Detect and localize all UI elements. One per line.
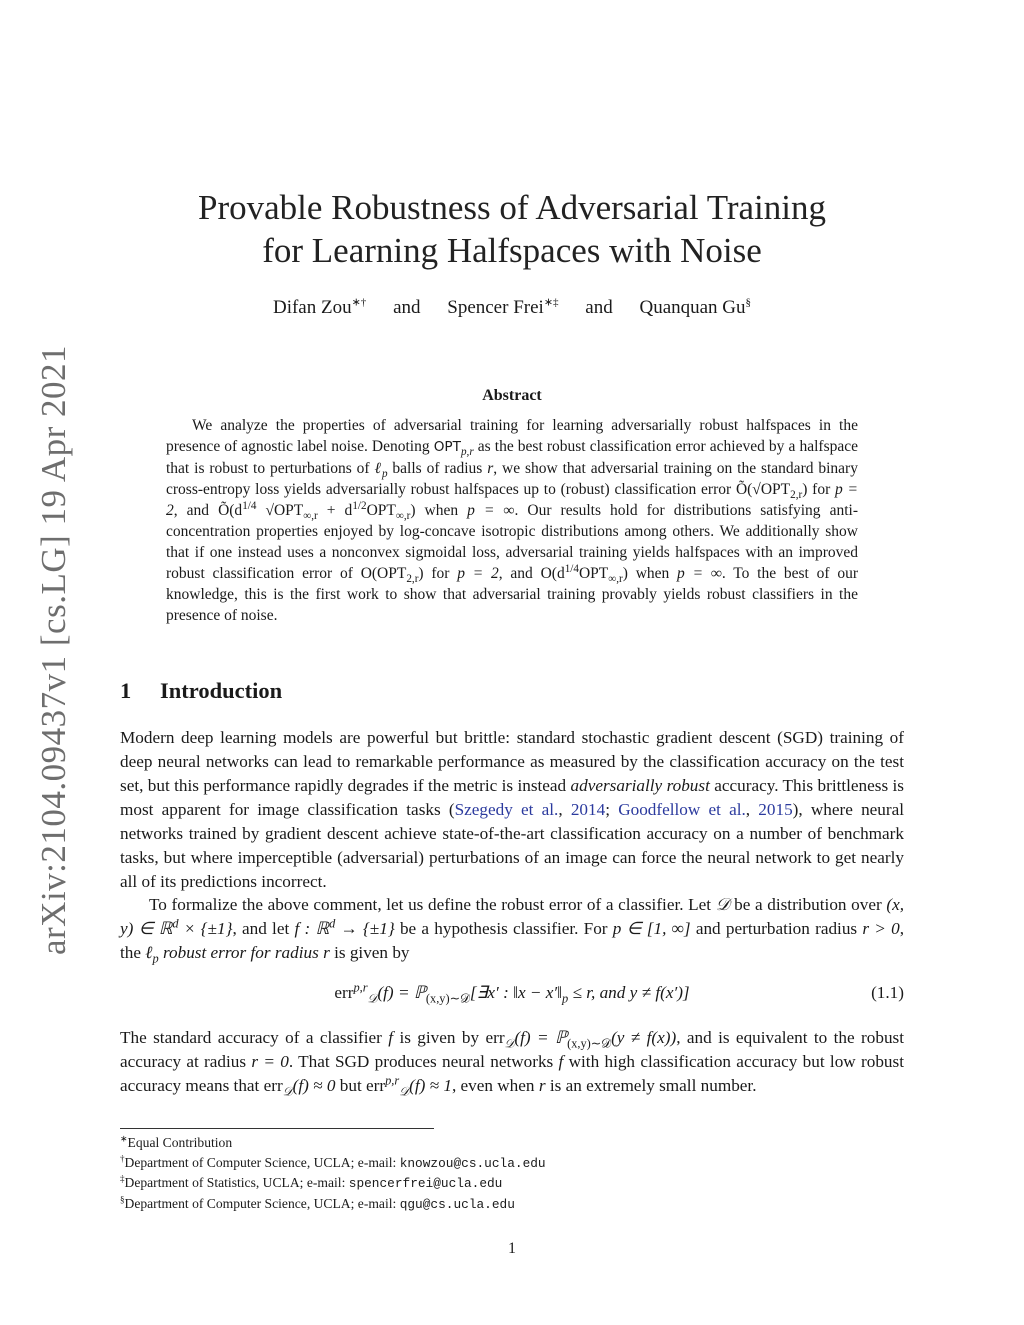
abstract-text: for bbox=[423, 565, 458, 582]
math-err: err bbox=[263, 1076, 283, 1095]
abstract-text: balls of radius bbox=[387, 460, 488, 477]
body-text: , even when bbox=[451, 1076, 539, 1095]
math-bound: OPT bbox=[366, 502, 396, 519]
author-3-marks: § bbox=[745, 296, 752, 309]
body-text: To formalize the above comment, let us define the robust error of a classifier. Let bbox=[149, 895, 716, 914]
math-sub: 𝒟 bbox=[367, 991, 378, 1006]
author-2-marks: ∗‡ bbox=[543, 296, 559, 309]
section-heading-introduction bbox=[120, 678, 282, 704]
footnote-frei bbox=[120, 1173, 904, 1194]
intro-paragraph-3 bbox=[120, 1026, 904, 1098]
abstract-text: . Our results hold for distributions satisfying anti-concentration properties enjoyed by log-concave isotropic distributions among others. We additionally show that if one instead uses a nonconvex sigmoidal loss, adversarial training yields halfspaces with an improved robust classification error of bbox=[166, 502, 858, 582]
math-radius: r > 0 bbox=[862, 919, 900, 938]
math-distribution: 𝒟 bbox=[715, 895, 730, 914]
math-sub: p,r bbox=[460, 446, 474, 459]
math-p-eq: p = 2 bbox=[166, 481, 859, 519]
footnote-text: Department of Computer Science, UCLA; e-mail: bbox=[124, 1154, 400, 1170]
footnote-mark: ∗ bbox=[120, 1133, 128, 1144]
math-p-eq: p = ∞ bbox=[467, 502, 515, 519]
abstract-heading: Abstract bbox=[482, 387, 542, 404]
math-domain: (x, y) ∈ ℝ bbox=[120, 895, 904, 938]
body-text: accuracy. This brittleness is most apparent for image classification tasks ( bbox=[120, 776, 904, 819]
math-sup: d bbox=[329, 916, 336, 931]
math-err: err bbox=[334, 983, 354, 1002]
author-2: Spencer Frei bbox=[447, 297, 544, 318]
page-number: 1 bbox=[508, 1240, 516, 1257]
title-line-1: Provable Robustness of Adversarial Training bbox=[197, 188, 827, 227]
abstract-text: , and bbox=[498, 565, 541, 582]
body-text: , and is equivalent to the robust accuracy at radius bbox=[120, 1028, 905, 1071]
math-prob: (f) = ℙ bbox=[377, 983, 426, 1002]
email-link[interactable]: qgu@cs.ucla.edu bbox=[399, 1196, 515, 1212]
footnote-mark: § bbox=[120, 1193, 125, 1204]
punctuation: , bbox=[745, 800, 759, 819]
math-ell: ℓ bbox=[374, 460, 382, 477]
abstract-text: as the best robust classification error achieved by a halfspace that is robust to perturbations of bbox=[166, 438, 858, 477]
equation-1-1 bbox=[120, 980, 904, 1011]
body-text: and perturbation radius bbox=[690, 919, 863, 938]
math-r: r bbox=[487, 460, 494, 477]
footnote-rule bbox=[120, 1128, 434, 1129]
abstract-text: We analyze the properties of adversarial training for learning adversarially robust halfspaces in the presence of agnostic label noise. Denoting bbox=[166, 417, 858, 455]
body-text: , the bbox=[120, 919, 905, 962]
punctuation: ; bbox=[605, 800, 619, 819]
body-text: . That SGD produces neural networks bbox=[288, 1052, 559, 1071]
math-event: [∃x′ : ‖x − x′‖ bbox=[469, 983, 562, 1002]
math-sub: (x,y)∼𝒟 bbox=[425, 991, 470, 1006]
math-classifier: → {±1} bbox=[335, 919, 395, 938]
math-sup: p,r bbox=[385, 1073, 400, 1088]
math-sub: ∞,r bbox=[395, 510, 411, 523]
email-link[interactable]: knowzou@cs.ucla.edu bbox=[399, 1155, 546, 1171]
body-text: with high classification accuracy but low robust accuracy means that bbox=[120, 1052, 904, 1095]
math-prob: (f) = ℙ bbox=[514, 1028, 568, 1047]
abstract-text: when bbox=[627, 565, 678, 582]
math-bound: ) bbox=[622, 565, 628, 582]
math-bound: √OPT bbox=[256, 502, 304, 519]
math-bound: Õ(d bbox=[218, 502, 243, 519]
math-event: ≤ r, and y ≠ f(x′)] bbox=[568, 983, 690, 1002]
body-text: The standard accuracy of a classifier bbox=[120, 1028, 389, 1047]
math-sub: ∞,r bbox=[303, 510, 318, 523]
body-text: is an extremely small number. bbox=[545, 1076, 757, 1095]
body-text: Modern deep learning models are powerful but brittle: standard stochastic gradient descent (SGD) training of deep neural networks can lead to remarkable performance as measured by the classification accuracy on the test set, but this performance rapidly degrades if the metric is instead bbox=[120, 728, 904, 795]
math-sub: ∞,r bbox=[608, 573, 623, 586]
footnote-text: Equal Contribution bbox=[127, 1135, 233, 1150]
math-sub: p bbox=[562, 991, 569, 1006]
body-text: is given by bbox=[393, 1028, 486, 1047]
math-bound: O(d bbox=[540, 565, 565, 582]
title-line-2: for Learning Halfspaces with Noise bbox=[262, 231, 762, 270]
math-approx: (f) ≈ 1 bbox=[409, 1076, 452, 1095]
math-event: (y ≠ f(x)) bbox=[611, 1028, 677, 1047]
math-err: err bbox=[366, 1076, 386, 1095]
body-text: be a hypothesis classifier. For bbox=[394, 919, 613, 938]
intro-paragraph-1 bbox=[120, 726, 904, 894]
abstract-text: , we show that adversarial training on the standard binary cross-entropy loss yields adversarially robust halfspaces up to (robust) classification error bbox=[166, 460, 858, 498]
citation-year-link-2015[interactable]: 2015 bbox=[758, 800, 793, 819]
math-p-eq: p = ∞ bbox=[677, 565, 722, 582]
math-f: f bbox=[388, 1028, 394, 1047]
citation-link-goodfellow[interactable]: Goodfellow et al. bbox=[618, 800, 746, 819]
punctuation: , bbox=[558, 800, 571, 819]
math-sup: 1/2 bbox=[352, 499, 367, 512]
body-text: be a distribution over bbox=[729, 895, 887, 914]
author-1-marks: ∗† bbox=[351, 296, 367, 309]
emphasis-text: robust error for radius bbox=[158, 943, 324, 962]
author-separator: and bbox=[393, 297, 421, 318]
math-sub: p bbox=[381, 468, 388, 481]
footnote-mark: ‡ bbox=[120, 1173, 125, 1184]
section-title: Introduction bbox=[160, 678, 283, 703]
math-f: f bbox=[558, 1052, 564, 1071]
arxiv-stamp bbox=[24, 344, 84, 956]
abstract-text: when bbox=[415, 502, 468, 519]
math-r: r bbox=[538, 1076, 546, 1095]
math-classifier: f : ℝ bbox=[294, 919, 330, 938]
section-number: 1 bbox=[120, 678, 132, 703]
footnote-gu bbox=[120, 1194, 904, 1215]
math-sub: 𝒟 bbox=[399, 1084, 410, 1099]
math-p-range: p ∈ [1, ∞] bbox=[612, 919, 691, 938]
math-sup: 1/4 bbox=[242, 499, 257, 512]
body-text: , and let bbox=[232, 919, 295, 938]
math-sub: 𝒟 bbox=[504, 1036, 515, 1051]
abstract-text: , and bbox=[173, 502, 219, 519]
author-1: Difan Zou bbox=[272, 297, 352, 318]
math-sub: p bbox=[152, 951, 159, 966]
math-sub: 2,r bbox=[790, 489, 803, 502]
body-text: is given by bbox=[329, 943, 410, 962]
math-bound: ) bbox=[802, 481, 808, 498]
math-sub: 2,r bbox=[406, 573, 419, 586]
math-err: err bbox=[485, 1028, 505, 1047]
paper-title bbox=[120, 186, 904, 272]
math-bound: O(OPT bbox=[360, 565, 407, 582]
footnote-zou bbox=[120, 1153, 904, 1174]
footnote-mark: † bbox=[120, 1152, 125, 1163]
math-p-eq: p = 2 bbox=[457, 565, 499, 582]
math-opt: OPT bbox=[433, 439, 461, 455]
math-bound: OPT bbox=[578, 565, 609, 582]
email-link[interactable]: spencerfrei@ucla.edu bbox=[348, 1176, 503, 1191]
arxiv-stamp-text: arXiv:2104.09437v1 [cs.LG] 19 Apr 2021 bbox=[34, 344, 74, 956]
citation-year-link-2014[interactable]: 2014 bbox=[570, 800, 606, 819]
equation-body bbox=[120, 980, 904, 1006]
citation-link-szegedy[interactable]: Szegedy et al. bbox=[454, 800, 559, 819]
math-bound: + d bbox=[317, 502, 353, 519]
abstract-text: . To the best of our knowledge, this is the first work to show that adversarial training provably yields robust classifiers in the presence of noise. bbox=[166, 565, 858, 624]
equation-number: (1.1) bbox=[871, 983, 904, 1002]
math-sub: (x,y)∼𝒟 bbox=[567, 1036, 612, 1051]
abstract-text: for bbox=[807, 481, 836, 498]
math-approx: (f) ≈ 0 bbox=[292, 1076, 336, 1095]
body-text: ), where neural networks trained by gradient descent achieve state-of-the-art classification accuracy on a number of benchmark tasks, but where imperceptible (adversarial) perturbations of an image can force the neural network to get nearly all of its predictions incorrect. bbox=[120, 800, 905, 891]
math-domain: × {±1} bbox=[178, 919, 233, 938]
math-sup: 1/4 bbox=[564, 562, 579, 575]
footnote-equal-contribution bbox=[120, 1133, 904, 1153]
author-separator: and bbox=[585, 297, 613, 318]
emphasis-text: adversarially robust bbox=[570, 776, 710, 795]
abstract-body bbox=[166, 415, 858, 626]
intro-paragraph-2 bbox=[120, 893, 904, 965]
footnote-text: Department of Statistics, UCLA; e-mail: bbox=[124, 1175, 349, 1190]
math-sup: d bbox=[172, 916, 179, 931]
math-radius: r = 0 bbox=[251, 1052, 289, 1071]
footnote-text: Department of Computer Science, UCLA; e-mail: bbox=[124, 1195, 400, 1211]
math-ell: ℓ bbox=[145, 943, 153, 962]
math-bound: Õ(√OPT bbox=[735, 481, 791, 498]
footnotes bbox=[120, 1133, 904, 1214]
math-sub: 𝒟 bbox=[282, 1084, 293, 1099]
body-text: but bbox=[335, 1076, 367, 1095]
author-list bbox=[120, 295, 904, 321]
math-sup: p,r bbox=[353, 980, 368, 995]
math-bound: ) bbox=[410, 502, 416, 519]
math-r: r bbox=[323, 943, 330, 962]
author-3: Quanquan Gu bbox=[639, 297, 746, 318]
math-bound: ) bbox=[418, 565, 424, 582]
